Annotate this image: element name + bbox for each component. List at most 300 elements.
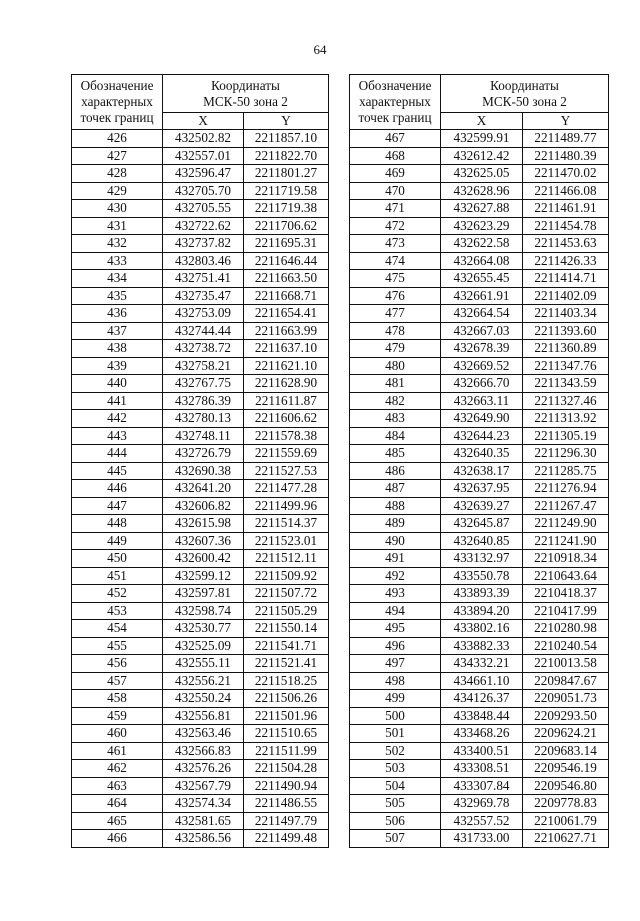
point-number-cell: 472 bbox=[350, 217, 441, 235]
point-number-cell: 453 bbox=[72, 602, 163, 620]
y-coordinate-cell: 2210918.34 bbox=[523, 550, 609, 568]
y-coordinate-cell: 2211470.02 bbox=[523, 165, 609, 183]
x-coordinate-cell: 432649.90 bbox=[441, 410, 523, 428]
x-coordinate-cell: 432667.03 bbox=[441, 322, 523, 340]
y-coordinate-cell: 2211497.79 bbox=[244, 812, 329, 830]
table-row bbox=[350, 357, 609, 375]
point-number-cell: 479 bbox=[350, 340, 441, 358]
y-coordinate-cell: 2211504.28 bbox=[244, 760, 329, 778]
x-coordinate-cell: 432637.95 bbox=[441, 480, 523, 498]
table-row bbox=[72, 672, 329, 690]
point-number-cell: 426 bbox=[72, 130, 163, 148]
x-coordinate-cell: 432664.54 bbox=[441, 305, 523, 323]
table-row bbox=[350, 742, 609, 760]
y-coordinate-cell: 2211507.72 bbox=[244, 585, 329, 603]
table-row bbox=[72, 550, 329, 568]
x-header: X bbox=[441, 113, 523, 130]
table-row bbox=[72, 777, 329, 795]
point-number-cell: 458 bbox=[72, 690, 163, 708]
point-number-cell: 461 bbox=[72, 742, 163, 760]
x-coordinate-cell: 433400.51 bbox=[441, 742, 523, 760]
x-coordinate-cell: 432663.11 bbox=[441, 392, 523, 410]
table-row bbox=[350, 655, 609, 673]
x-coordinate-cell: 432555.11 bbox=[163, 655, 244, 673]
point-number-cell: 464 bbox=[72, 795, 163, 813]
table-row bbox=[350, 760, 609, 778]
point-number-cell: 444 bbox=[72, 445, 163, 463]
y-coordinate-cell: 2211611.87 bbox=[244, 392, 329, 410]
point-number-cell: 470 bbox=[350, 182, 441, 200]
point-number-cell: 456 bbox=[72, 655, 163, 673]
y-coordinate-cell: 2209778.83 bbox=[523, 795, 609, 813]
x-coordinate-cell: 432638.17 bbox=[441, 462, 523, 480]
point-number-cell: 474 bbox=[350, 252, 441, 270]
point-number-cell: 501 bbox=[350, 725, 441, 743]
y-coordinate-cell: 2211360.89 bbox=[523, 340, 609, 358]
y-coordinate-cell: 2211327.46 bbox=[523, 392, 609, 410]
x-coordinate-cell: 432576.26 bbox=[163, 760, 244, 778]
point-number-cell: 481 bbox=[350, 375, 441, 393]
x-header: X bbox=[163, 113, 244, 130]
page-number: 64 bbox=[313, 42, 327, 57]
y-coordinate-cell: 2211857.10 bbox=[244, 130, 329, 148]
x-coordinate-cell: 433848.44 bbox=[441, 707, 523, 725]
x-coordinate-cell: 432751.41 bbox=[163, 270, 244, 288]
y-coordinate-cell: 2211506.26 bbox=[244, 690, 329, 708]
table-body-left bbox=[72, 130, 329, 848]
table-row bbox=[72, 252, 329, 270]
y-coordinate-cell: 2211541.71 bbox=[244, 637, 329, 655]
coordinates-table-left bbox=[71, 74, 329, 848]
table-row bbox=[350, 480, 609, 498]
table-row bbox=[72, 812, 329, 830]
y-coordinate-cell: 2211719.58 bbox=[244, 182, 329, 200]
y-coordinate-cell: 2209683.14 bbox=[523, 742, 609, 760]
y-coordinate-cell: 2211453.63 bbox=[523, 235, 609, 253]
x-coordinate-cell: 432612.42 bbox=[441, 147, 523, 165]
point-number-cell: 438 bbox=[72, 340, 163, 358]
table-row bbox=[350, 707, 609, 725]
x-coordinate-cell: 432622.58 bbox=[441, 235, 523, 253]
x-coordinate-cell: 432600.42 bbox=[163, 550, 244, 568]
table-row bbox=[72, 235, 329, 253]
x-coordinate-cell: 432623.29 bbox=[441, 217, 523, 235]
point-number-cell: 440 bbox=[72, 375, 163, 393]
table-row bbox=[72, 305, 329, 323]
point-number-cell: 467 bbox=[350, 130, 441, 148]
y-coordinate-cell: 2211527.53 bbox=[244, 462, 329, 480]
y-coordinate-cell: 2211509.92 bbox=[244, 567, 329, 585]
x-coordinate-cell: 433468.26 bbox=[441, 725, 523, 743]
table-row bbox=[72, 182, 329, 200]
table-row bbox=[350, 445, 609, 463]
x-coordinate-cell: 433550.78 bbox=[441, 567, 523, 585]
point-number-cell: 455 bbox=[72, 637, 163, 655]
point-number-cell: 447 bbox=[72, 497, 163, 515]
x-coordinate-cell: 432726.79 bbox=[163, 445, 244, 463]
x-coordinate-cell: 432737.82 bbox=[163, 235, 244, 253]
x-coordinate-cell: 433894.20 bbox=[441, 602, 523, 620]
table-row bbox=[350, 235, 609, 253]
table-row bbox=[72, 602, 329, 620]
table-row bbox=[350, 182, 609, 200]
x-coordinate-cell: 432597.81 bbox=[163, 585, 244, 603]
point-number-cell: 494 bbox=[350, 602, 441, 620]
point-number-cell: 457 bbox=[72, 672, 163, 690]
y-coordinate-cell: 2211249.90 bbox=[523, 515, 609, 533]
table-row bbox=[350, 725, 609, 743]
table-row bbox=[72, 725, 329, 743]
y-coordinate-cell: 2211646.44 bbox=[244, 252, 329, 270]
point-number-cell: 450 bbox=[72, 550, 163, 568]
x-coordinate-cell: 432748.11 bbox=[163, 427, 244, 445]
x-coordinate-cell: 432738.72 bbox=[163, 340, 244, 358]
y-coordinate-cell: 2210418.37 bbox=[523, 585, 609, 603]
y-coordinate-cell: 2211480.39 bbox=[523, 147, 609, 165]
point-number-cell: 503 bbox=[350, 760, 441, 778]
table-row bbox=[350, 147, 609, 165]
x-coordinate-cell: 432786.39 bbox=[163, 392, 244, 410]
point-number-cell: 449 bbox=[72, 532, 163, 550]
y-coordinate-cell: 2211801.27 bbox=[244, 165, 329, 183]
x-coordinate-cell: 432556.21 bbox=[163, 672, 244, 690]
point-header: Обозначение характерных точек границ bbox=[72, 75, 163, 130]
table-row bbox=[350, 637, 609, 655]
point-number-cell: 427 bbox=[72, 147, 163, 165]
point-number-cell: 462 bbox=[72, 760, 163, 778]
point-number-cell: 433 bbox=[72, 252, 163, 270]
table-row bbox=[72, 760, 329, 778]
x-coordinate-cell: 432625.05 bbox=[441, 165, 523, 183]
table-row bbox=[350, 550, 609, 568]
x-coordinate-cell: 432502.82 bbox=[163, 130, 244, 148]
y-coordinate-cell: 2211501.96 bbox=[244, 707, 329, 725]
x-coordinate-cell: 432666.70 bbox=[441, 375, 523, 393]
x-coordinate-cell: 432661.91 bbox=[441, 287, 523, 305]
table-row bbox=[72, 795, 329, 813]
point-number-cell: 446 bbox=[72, 480, 163, 498]
y-coordinate-cell: 2209293.50 bbox=[523, 707, 609, 725]
y-coordinate-cell: 2211621.10 bbox=[244, 357, 329, 375]
x-coordinate-cell: 432669.52 bbox=[441, 357, 523, 375]
table-row bbox=[350, 672, 609, 690]
point-number-cell: 460 bbox=[72, 725, 163, 743]
table-row bbox=[350, 620, 609, 638]
point-number-cell: 506 bbox=[350, 812, 441, 830]
x-coordinate-cell: 432780.13 bbox=[163, 410, 244, 428]
y-coordinate-cell: 2211489.77 bbox=[523, 130, 609, 148]
x-coordinate-cell: 432655.45 bbox=[441, 270, 523, 288]
y-coordinate-cell: 2211402.09 bbox=[523, 287, 609, 305]
x-coordinate-cell: 432690.38 bbox=[163, 462, 244, 480]
y-coordinate-cell: 2211347.76 bbox=[523, 357, 609, 375]
table-row bbox=[350, 270, 609, 288]
x-coordinate-cell: 432525.09 bbox=[163, 637, 244, 655]
point-number-cell: 497 bbox=[350, 655, 441, 673]
y-coordinate-cell: 2209546.19 bbox=[523, 760, 609, 778]
point-number-cell: 428 bbox=[72, 165, 163, 183]
table-row bbox=[72, 585, 329, 603]
point-number-cell: 430 bbox=[72, 200, 163, 218]
point-number-cell: 441 bbox=[72, 392, 163, 410]
x-coordinate-cell: 432607.36 bbox=[163, 532, 244, 550]
x-coordinate-cell: 433308.51 bbox=[441, 760, 523, 778]
x-coordinate-cell: 434332.21 bbox=[441, 655, 523, 673]
table-row bbox=[72, 690, 329, 708]
table-row bbox=[350, 462, 609, 480]
table-row bbox=[72, 270, 329, 288]
y-coordinate-cell: 2211654.41 bbox=[244, 305, 329, 323]
table-row bbox=[350, 252, 609, 270]
x-coordinate-cell: 432606.82 bbox=[163, 497, 244, 515]
y-coordinate-cell: 2211486.55 bbox=[244, 795, 329, 813]
point-number-cell: 451 bbox=[72, 567, 163, 585]
y-coordinate-cell: 2211550.14 bbox=[244, 620, 329, 638]
x-coordinate-cell: 432557.01 bbox=[163, 147, 244, 165]
point-number-cell: 490 bbox=[350, 532, 441, 550]
y-coordinate-cell: 2211267.47 bbox=[523, 497, 609, 515]
point-number-cell: 492 bbox=[350, 567, 441, 585]
point-number-cell: 478 bbox=[350, 322, 441, 340]
y-coordinate-cell: 2209546.80 bbox=[523, 777, 609, 795]
point-number-cell: 448 bbox=[72, 515, 163, 533]
x-coordinate-cell: 433882.33 bbox=[441, 637, 523, 655]
table-row bbox=[350, 795, 609, 813]
y-coordinate-cell: 2211628.90 bbox=[244, 375, 329, 393]
y-header: Y bbox=[244, 113, 329, 130]
coords-title: Координаты bbox=[211, 77, 280, 93]
table-row bbox=[350, 602, 609, 620]
point-number-cell: 502 bbox=[350, 742, 441, 760]
table-row bbox=[72, 445, 329, 463]
point-number-cell: 489 bbox=[350, 515, 441, 533]
y-coordinate-cell: 2211305.19 bbox=[523, 427, 609, 445]
table-row bbox=[72, 567, 329, 585]
y-coordinate-cell: 2211668.71 bbox=[244, 287, 329, 305]
x-coordinate-cell: 432744.44 bbox=[163, 322, 244, 340]
y-coordinate-cell: 2211695.31 bbox=[244, 235, 329, 253]
table-row bbox=[350, 515, 609, 533]
y-coordinate-cell: 2211505.29 bbox=[244, 602, 329, 620]
table-row bbox=[350, 340, 609, 358]
y-coordinate-cell: 2211578.38 bbox=[244, 427, 329, 445]
table-row bbox=[72, 340, 329, 358]
point-number-cell: 459 bbox=[72, 707, 163, 725]
point-number-cell: 498 bbox=[350, 672, 441, 690]
point-number-cell: 480 bbox=[350, 357, 441, 375]
x-coordinate-cell: 432566.83 bbox=[163, 742, 244, 760]
table-row bbox=[350, 392, 609, 410]
y-coordinate-cell: 2211523.01 bbox=[244, 532, 329, 550]
y-coordinate-cell: 2211454.78 bbox=[523, 217, 609, 235]
point-number-cell: 482 bbox=[350, 392, 441, 410]
x-coordinate-cell: 432645.87 bbox=[441, 515, 523, 533]
y-coordinate-cell: 2210627.71 bbox=[523, 830, 609, 848]
table-row bbox=[72, 217, 329, 235]
table-row bbox=[72, 497, 329, 515]
point-number-cell: 429 bbox=[72, 182, 163, 200]
y-coordinate-cell: 2211313.92 bbox=[523, 410, 609, 428]
y-header: Y bbox=[523, 113, 609, 130]
x-coordinate-cell: 432705.70 bbox=[163, 182, 244, 200]
y-coordinate-cell: 2211521.41 bbox=[244, 655, 329, 673]
point-number-cell: 491 bbox=[350, 550, 441, 568]
x-coordinate-cell: 432586.56 bbox=[163, 830, 244, 848]
x-coordinate-cell: 432596.47 bbox=[163, 165, 244, 183]
x-coordinate-cell: 432678.39 bbox=[441, 340, 523, 358]
table-row bbox=[350, 777, 609, 795]
x-coordinate-cell: 432640.85 bbox=[441, 532, 523, 550]
y-coordinate-cell: 2211461.91 bbox=[523, 200, 609, 218]
point-number-cell: 483 bbox=[350, 410, 441, 428]
x-coordinate-cell: 432664.08 bbox=[441, 252, 523, 270]
point-number-cell: 500 bbox=[350, 707, 441, 725]
y-coordinate-cell: 2211663.99 bbox=[244, 322, 329, 340]
y-coordinate-cell: 2210417.99 bbox=[523, 602, 609, 620]
point-number-cell: 496 bbox=[350, 637, 441, 655]
point-number-cell: 477 bbox=[350, 305, 441, 323]
point-number-cell: 469 bbox=[350, 165, 441, 183]
y-coordinate-cell: 2211499.96 bbox=[244, 497, 329, 515]
table-row bbox=[72, 707, 329, 725]
y-coordinate-cell: 2210013.58 bbox=[523, 655, 609, 673]
table-row bbox=[350, 322, 609, 340]
table-row bbox=[350, 567, 609, 585]
point-number-cell: 488 bbox=[350, 497, 441, 515]
point-number-cell: 466 bbox=[72, 830, 163, 848]
y-coordinate-cell: 2211511.99 bbox=[244, 742, 329, 760]
y-coordinate-cell: 2211510.65 bbox=[244, 725, 329, 743]
x-coordinate-cell: 432758.21 bbox=[163, 357, 244, 375]
point-number-cell: 495 bbox=[350, 620, 441, 638]
point-header: Обозначение характерных точек границ bbox=[350, 75, 441, 130]
table-row bbox=[72, 655, 329, 673]
point-number-cell: 435 bbox=[72, 287, 163, 305]
x-coordinate-cell: 432644.23 bbox=[441, 427, 523, 445]
y-coordinate-cell: 2211499.48 bbox=[244, 830, 329, 848]
coordinates-table-right bbox=[349, 74, 609, 848]
point-number-cell: 465 bbox=[72, 812, 163, 830]
y-coordinate-cell: 2211296.30 bbox=[523, 445, 609, 463]
x-coordinate-cell: 433893.39 bbox=[441, 585, 523, 603]
coords-subtitle: МСК-50 зона 2 bbox=[482, 93, 567, 109]
x-coordinate-cell: 432627.88 bbox=[441, 200, 523, 218]
x-coordinate-cell: 432628.96 bbox=[441, 182, 523, 200]
table-row bbox=[72, 375, 329, 393]
table-row bbox=[72, 462, 329, 480]
x-coordinate-cell: 432574.34 bbox=[163, 795, 244, 813]
x-coordinate-cell: 432722.62 bbox=[163, 217, 244, 235]
x-coordinate-cell: 432753.09 bbox=[163, 305, 244, 323]
point-number-cell: 452 bbox=[72, 585, 163, 603]
x-coordinate-cell: 432640.35 bbox=[441, 445, 523, 463]
coords-header bbox=[441, 75, 609, 113]
point-number-cell: 431 bbox=[72, 217, 163, 235]
y-coordinate-cell: 2211663.50 bbox=[244, 270, 329, 288]
x-coordinate-cell: 432567.79 bbox=[163, 777, 244, 795]
y-coordinate-cell: 2209051.73 bbox=[523, 690, 609, 708]
y-coordinate-cell: 2209847.67 bbox=[523, 672, 609, 690]
y-coordinate-cell: 2211559.69 bbox=[244, 445, 329, 463]
x-coordinate-cell: 432599.91 bbox=[441, 130, 523, 148]
table-row bbox=[72, 130, 329, 148]
y-coordinate-cell: 2211426.33 bbox=[523, 252, 609, 270]
table-row bbox=[72, 147, 329, 165]
x-coordinate-cell: 434126.37 bbox=[441, 690, 523, 708]
y-coordinate-cell: 2210643.64 bbox=[523, 567, 609, 585]
y-coordinate-cell: 2211606.62 bbox=[244, 410, 329, 428]
y-coordinate-cell: 2210061.79 bbox=[523, 812, 609, 830]
x-coordinate-cell: 433132.97 bbox=[441, 550, 523, 568]
point-number-cell: 476 bbox=[350, 287, 441, 305]
x-coordinate-cell: 432598.74 bbox=[163, 602, 244, 620]
table-row bbox=[350, 532, 609, 550]
coords-title: Координаты bbox=[490, 77, 559, 93]
y-coordinate-cell: 2211477.28 bbox=[244, 480, 329, 498]
y-coordinate-cell: 2211393.60 bbox=[523, 322, 609, 340]
point-number-cell: 473 bbox=[350, 235, 441, 253]
table-row bbox=[350, 410, 609, 428]
table-row bbox=[72, 322, 329, 340]
table-row bbox=[72, 515, 329, 533]
coords-header bbox=[163, 75, 329, 113]
x-coordinate-cell: 432767.75 bbox=[163, 375, 244, 393]
y-coordinate-cell: 2211490.94 bbox=[244, 777, 329, 795]
y-coordinate-cell: 2211822.70 bbox=[244, 147, 329, 165]
y-coordinate-cell: 2211414.71 bbox=[523, 270, 609, 288]
point-number-cell: 432 bbox=[72, 235, 163, 253]
x-coordinate-cell: 432599.12 bbox=[163, 567, 244, 585]
x-coordinate-cell: 433802.16 bbox=[441, 620, 523, 638]
table-row bbox=[350, 305, 609, 323]
x-coordinate-cell: 432735.47 bbox=[163, 287, 244, 305]
table-row bbox=[350, 130, 609, 148]
y-coordinate-cell: 2211637.10 bbox=[244, 340, 329, 358]
x-coordinate-cell: 432581.65 bbox=[163, 812, 244, 830]
y-coordinate-cell: 2211466.08 bbox=[523, 182, 609, 200]
x-coordinate-cell: 432557.52 bbox=[441, 812, 523, 830]
table-row bbox=[72, 165, 329, 183]
table-row bbox=[350, 200, 609, 218]
table-row bbox=[72, 410, 329, 428]
x-coordinate-cell: 431733.00 bbox=[441, 830, 523, 848]
x-coordinate-cell: 434661.10 bbox=[441, 672, 523, 690]
point-number-cell: 454 bbox=[72, 620, 163, 638]
point-number-cell: 442 bbox=[72, 410, 163, 428]
point-number-cell: 487 bbox=[350, 480, 441, 498]
table-row bbox=[72, 830, 329, 848]
x-coordinate-cell: 432530.77 bbox=[163, 620, 244, 638]
table-row bbox=[72, 287, 329, 305]
point-number-cell: 468 bbox=[350, 147, 441, 165]
table-body-right bbox=[350, 130, 609, 848]
point-number-cell: 486 bbox=[350, 462, 441, 480]
table-row bbox=[350, 497, 609, 515]
table-row bbox=[350, 287, 609, 305]
point-number-cell: 471 bbox=[350, 200, 441, 218]
point-number-cell: 436 bbox=[72, 305, 163, 323]
table-row bbox=[72, 392, 329, 410]
x-coordinate-cell: 432639.27 bbox=[441, 497, 523, 515]
y-coordinate-cell: 2211518.25 bbox=[244, 672, 329, 690]
table-row bbox=[72, 480, 329, 498]
point-number-cell: 484 bbox=[350, 427, 441, 445]
table-row bbox=[350, 690, 609, 708]
point-number-cell: 463 bbox=[72, 777, 163, 795]
point-number-cell: 475 bbox=[350, 270, 441, 288]
x-coordinate-cell: 432563.46 bbox=[163, 725, 244, 743]
x-coordinate-cell: 433307.84 bbox=[441, 777, 523, 795]
